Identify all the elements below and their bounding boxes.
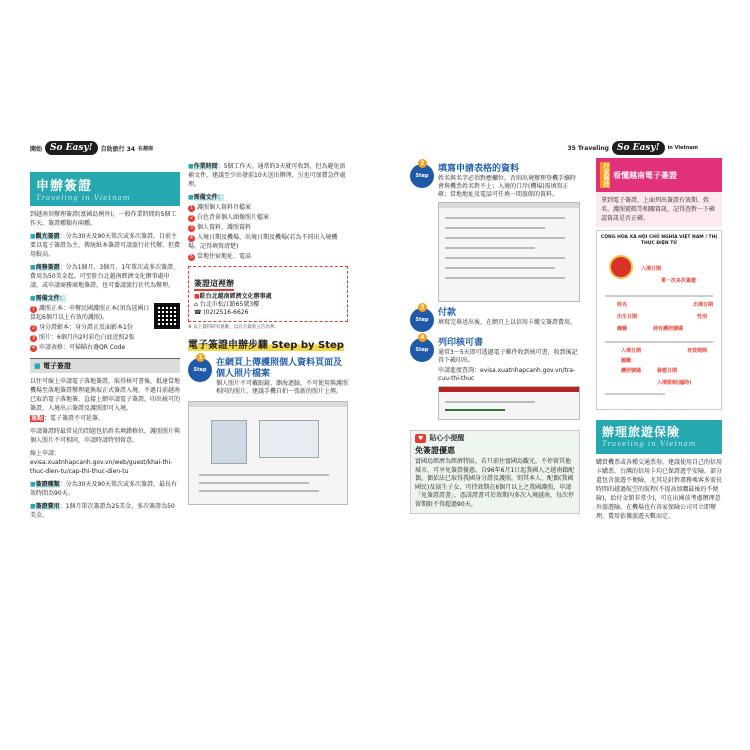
form-screenshot (438, 202, 580, 302)
visa-fee-label: 簽證費用 (35, 503, 60, 510)
qr-code[interactable] (154, 303, 180, 329)
visa-office-address: 台北市松江路65號3樓 (199, 301, 260, 308)
form-line (199, 482, 309, 484)
header-right-label: 35 Traveling (567, 144, 609, 152)
evisa-guide-title: 看懂越南電子簽證 (613, 170, 677, 180)
col2-doc-text: 白色背景個人頭像照片檔案 (197, 214, 270, 221)
tips-box (410, 430, 580, 514)
evisa-label: 護照號碼 (621, 368, 642, 374)
form-line (445, 237, 565, 239)
form-line (445, 247, 535, 249)
visa-office-title: 簽證這裡辦 (194, 278, 234, 291)
visa-intro: 到越南須辦理簽證(富國島例外)，一般作業時間約5個工作天，簽證種類有兩種。 (30, 211, 177, 227)
tips-title: 免簽證優惠 (415, 446, 455, 455)
visa-office-name: 駐台北越南經濟文化辦事處 (199, 293, 272, 300)
form-line (445, 257, 565, 259)
step-by-step-title: 電子簽證申辦步驟 Step by Step (188, 336, 344, 351)
evisa-title: ■ 電子簽證 (30, 359, 180, 373)
visa-fee-paragraph: ■簽證費用：1個月單次簽證為25美金，多次簽證為50美金。 (30, 503, 175, 519)
col2-doc-item: 4 入境日期及機場、出境日期及機場(若為不同出入境機場，記得填寫清楚) (188, 234, 338, 250)
evisa-label: 性別 (697, 314, 708, 320)
col2-doc-item: 1 護照個人資料頁檔案 (189, 204, 252, 211)
portrait-photo (211, 420, 247, 464)
evisa-label: 國籍 (617, 326, 628, 332)
tips-text: 富國島經濟為經濟特區，若只前往富國島觀光，不停留其他城市，可享免簽證優惠。自96年6月1日起我國人之越南籍配偶，偶依法已取得我國身分證及護照，則其本人、配偶(我國國民)及協生子女，可持效期在6個月以上之我國護照，申請「免簽證證書」，憑該證書可於效期內多次入境越南，每次停留期限不得超過90天。 (415, 458, 575, 508)
visa-fee-text: ：1個月單次簽證為25美金，多次簽證為50美金。 (30, 503, 175, 519)
evisa-label: 單一次多次簽證 (661, 278, 697, 284)
col2-doc-text: 入境日期及機場、出境日期及機場(若為不同出入境機場，記得填寫清楚) (188, 234, 338, 250)
evisa-label: 出生日期 (617, 314, 638, 320)
screenshot-bar (439, 387, 579, 392)
heart-icon: ♥ (415, 434, 426, 443)
evisa-sample (596, 230, 722, 410)
national-emblem-icon (609, 255, 633, 279)
worktime-label: 作業時間 (193, 163, 218, 170)
evisa-label: 入境限制(臨時) (657, 380, 692, 386)
step-3-text: 填寫完畢送出後，在網頁上以信用卡繳交簽證費用。 (438, 319, 577, 326)
form-line (199, 474, 329, 476)
screenshot-bar (189, 402, 347, 407)
evisa-tag-line (30, 414, 180, 423)
evisa-box (30, 358, 180, 476)
step-icon: Step 4 (410, 338, 434, 362)
col2-doc-text: 當地住宿地址、電話 (197, 253, 252, 260)
step-3 (410, 304, 580, 332)
docs-list-wrap (30, 303, 180, 352)
evisa-label: 有效期間 (687, 348, 708, 354)
col2-doc-item: 5 當地住宿地址、電話 (189, 253, 252, 260)
form-line (445, 227, 545, 229)
evisa-label: 入境日期 (641, 266, 662, 272)
evisa-url[interactable]: 線上申請：evisa.xuatnhapcanh.gov.vn/web/guest/khai-thi-thuc-dien-tu/cap-thi-thuc-dien-tu (30, 450, 173, 475)
visa-subtitle: Traveling in Vietnam (36, 194, 131, 202)
step-1 (188, 354, 349, 396)
insurance-title-bar (596, 420, 722, 454)
left-page-header (30, 136, 153, 160)
step-2 (410, 160, 580, 199)
header-left-sub: 在越南 (138, 145, 154, 152)
evisa-text2: 申請簽證時最常見的問題包括姓名填錯格位，護照照片與個人照片不可相同，申請時請特別留意。 (30, 428, 181, 444)
visa-title-bar (30, 172, 180, 206)
visa-office-box (188, 266, 348, 322)
evisa-label: 國籍 (621, 358, 632, 364)
tourist-visa-paragraph: ■觀光簽證：分為30天及90天單次或多次簽證。目前主要以電子簽證為主，傳統紙本簽證可請旅行社代辦，但費用較高。 (30, 233, 181, 258)
evisa-label: 入境日期 (621, 348, 642, 354)
form-line (445, 267, 555, 269)
form-line (199, 490, 319, 492)
evisa-label: 發證日期 (657, 368, 678, 374)
visa-office-address-line (194, 301, 342, 309)
process-column (188, 158, 348, 505)
visa-line (605, 295, 713, 297)
step-icon: Step 1 (188, 358, 212, 382)
insurance-title: 辦理旅遊保險 (602, 425, 681, 439)
status-screenshot (438, 386, 580, 420)
visa-line (605, 393, 665, 395)
docs-label: 需備文件： (35, 295, 66, 302)
office-footnote: ※ 以上資料時有異動，以官方最新公告為準。 (188, 325, 279, 330)
screenshot-bar (439, 203, 579, 208)
visa-type-text: ：分為30天及90天單次或多次簽證。最長有效時間為90天。 (30, 481, 177, 497)
worktime-paragraph: ■作業時間：5個工作天。通常約3天就可收到，但為避免需補文件，建議至少出發前10天送出辦理，另也可加費急件處理。 (188, 163, 346, 188)
business-visa-paragraph: ■商務簽證：分為1個月、3個月、1年單次或多次簽證，費用為50美金起。可至駐台北越南經濟文化辦事處申請，或申請商務商地簽證，也可委請旅行社代為辦理。 (30, 264, 180, 289)
col2-doc-item: 2 白色背景個人頭像照片檔案 (189, 214, 270, 221)
step-2-text: 姓名與名字必須對應欄位，否則出境辦理登機手續時會與機票姓名對不上；入境的口岸(機場)需填寫正確；當地地址及電話可任填一間旅館的資料。 (438, 175, 577, 198)
step-icon: Step 3 (410, 308, 434, 332)
evisa-label: 出境日期 (693, 302, 714, 308)
passport-scan (259, 420, 319, 458)
visa-title: 申辦簽證 (36, 179, 93, 194)
step-4 (410, 334, 580, 383)
doc-item: 1 護照正本：申辦民國護照正本(須為返國日算起6個月以上有效的護照)。 (30, 305, 150, 321)
form-line (445, 409, 505, 411)
header-left-label: 自助旅行 34 (100, 145, 136, 153)
evisa-guide-text: 拿到電子簽證，上面列出簽證有效期、姓名、護照號碼等相關資訊，記得查對一下確認資訊是否正確。 (596, 192, 722, 227)
doc-item: 3 照片：6個月內2吋彩色白底近照2張 (31, 334, 135, 341)
col2-docs-label: 需備文件： (193, 194, 224, 201)
tips-header (411, 431, 579, 445)
evisa-label: 持有護照號碼 (653, 326, 684, 332)
worktime-text: ：5個工作天。通常約3天就可收到，但為避免需補文件，建議至少出發前10天送出辦理，另也可加費急件處理。 (188, 163, 346, 188)
form-line (445, 217, 565, 219)
phone-icon: ☎ (194, 309, 202, 316)
visa-office-phone: (02)2516-6626 (203, 309, 249, 316)
tips-tag: 貼心小提醒 (429, 434, 465, 442)
docs-list (30, 303, 151, 352)
expert-tag: 行家秘技 (602, 163, 609, 187)
business-visa-text: ：分為1個月、3個月、1年單次或多次簽證，費用為50美金起。可至駐台北越南經濟文化辦事處申請，或申請商務商地簽證，也可委請旅行社代為辦理。 (30, 264, 180, 289)
form-line (445, 401, 535, 403)
col2-doc-text: 護照個人資料頁檔案 (197, 204, 252, 211)
insurance-subtitle: Traveling in Vietnam (602, 440, 697, 448)
step-3-title: 付款 (438, 308, 457, 318)
form-line (445, 277, 565, 279)
visa-line (605, 341, 713, 343)
evisa-guide-column (596, 158, 722, 521)
doc-item: 4 申請表格：可掃瞄右邊QR Code (31, 344, 126, 351)
evisa-guide-header (596, 158, 722, 192)
insurance-text: 購買機票或各種交通票券，建議使用自己的信用卡購票，台灣的信用卡均已保證遊乎安險。部分還包含旅遊不便險，尤其是針對盡務乘客多需長時間的越過航空的航程(不提高加購最後的不便險)，給付金額非常少)，可在出國前考慮辦理意外旅遊險。在機場也有各家保險公司可立即辦理，費用依據旅遊天數而定。 (596, 459, 723, 520)
book-spread (30, 136, 722, 606)
so-easy-logo-left: So Easy! (45, 141, 98, 155)
step-4-title: 列印核可書 (438, 338, 484, 348)
tourist-visa-text: ：分為30天及90天單次或多次簽證。目前主要以電子簽證為主，傳統紙本簽證可請旅行社代辦，但費用較高。 (30, 233, 181, 258)
location-icon: ⌂ (194, 301, 198, 308)
doc-item: 2 身分證影本：身分證正反面影本1份 (31, 324, 133, 331)
docs-heading: ■需備文件： (30, 295, 66, 302)
upload-screenshot (188, 401, 348, 505)
step-1-text: 個人照片不可戴眼鏡、瀏海遮臉，不可使用與護照相同的照片，建議手機自拍一張新的照片上傳。 (216, 380, 349, 395)
evisa-label: 姓名 (617, 302, 628, 308)
evisa-sample-heading: CỘNG HÒA XÃ HỘI CHỦ NGHĨA VIỆT NAM / THỊ THỰC ĐIỆN TỬ (600, 235, 718, 246)
doc-item-text: 照片：6個月內2吋彩色白底近照2張 (39, 334, 135, 341)
step-4-text: 通常3～5天即可透過電子郵件收到核可書，收到後記得下載印出。 (438, 349, 578, 364)
col2-doc-item: 3 個人資料、護照資料 (189, 224, 252, 231)
right-page-header (567, 136, 698, 160)
visa-office-phone-line (194, 309, 342, 317)
step-1-title: 在網頁上傳護照個人資料頁面及個人照片檔案 (216, 358, 343, 379)
evisa-tag-text: ：電子簽證不可延簽。 (44, 415, 105, 422)
doc-item-text: 申請表格：可掃瞄右邊QR Code (39, 344, 126, 351)
evisa-tag: 重點 (31, 415, 44, 422)
col2-doc-text: 個人資料、護照資料 (197, 224, 252, 231)
header-prefix: 開始 (30, 145, 43, 153)
step-icon: Step 2 (410, 164, 434, 188)
business-visa-label: 商務簽證 (35, 264, 60, 271)
steps-column (410, 158, 580, 514)
step-4-url[interactable]: 申請進度查詢：evisa.xuatnhapcanh.gov.vn/tra-cuu-thi-thuc (438, 367, 576, 382)
visa-column (30, 172, 180, 520)
so-easy-logo-right: So Easy! (612, 141, 665, 155)
visa-type-paragraph: ■簽證種類：分為30天及90天單次或多次簽證。最長有效時間為90天。 (30, 481, 177, 497)
visa-office-name-line: ■駐台北越南經濟文化辦事處 (194, 293, 272, 300)
doc-item-text: 護照正本：申辦民國護照正本(須為返國日算起6個月以上有效的護照)。 (30, 305, 150, 321)
step-2-title: 填寫申請表格的資料 (438, 164, 520, 174)
header-right-sub: in Vietnam (667, 145, 698, 151)
col2-docs-heading: ■需備文件： (188, 194, 224, 201)
visa-type-label: 簽證種類 (35, 481, 60, 488)
tourist-visa-label: 觀光簽證 (35, 233, 60, 240)
evisa-text: 以往可線上申請電子落地簽證，取得核可書後，抵達當地機場至落地簽證辦理處換取正式簽證入境，不過目前越南已取消電子落地簽，直接上網申請電子簽證，印出核可的簽證，入境出示簽證及護照即可入境。 (30, 378, 181, 412)
doc-item-text: 身分證影本：身分證正反面影本1份 (39, 324, 133, 331)
